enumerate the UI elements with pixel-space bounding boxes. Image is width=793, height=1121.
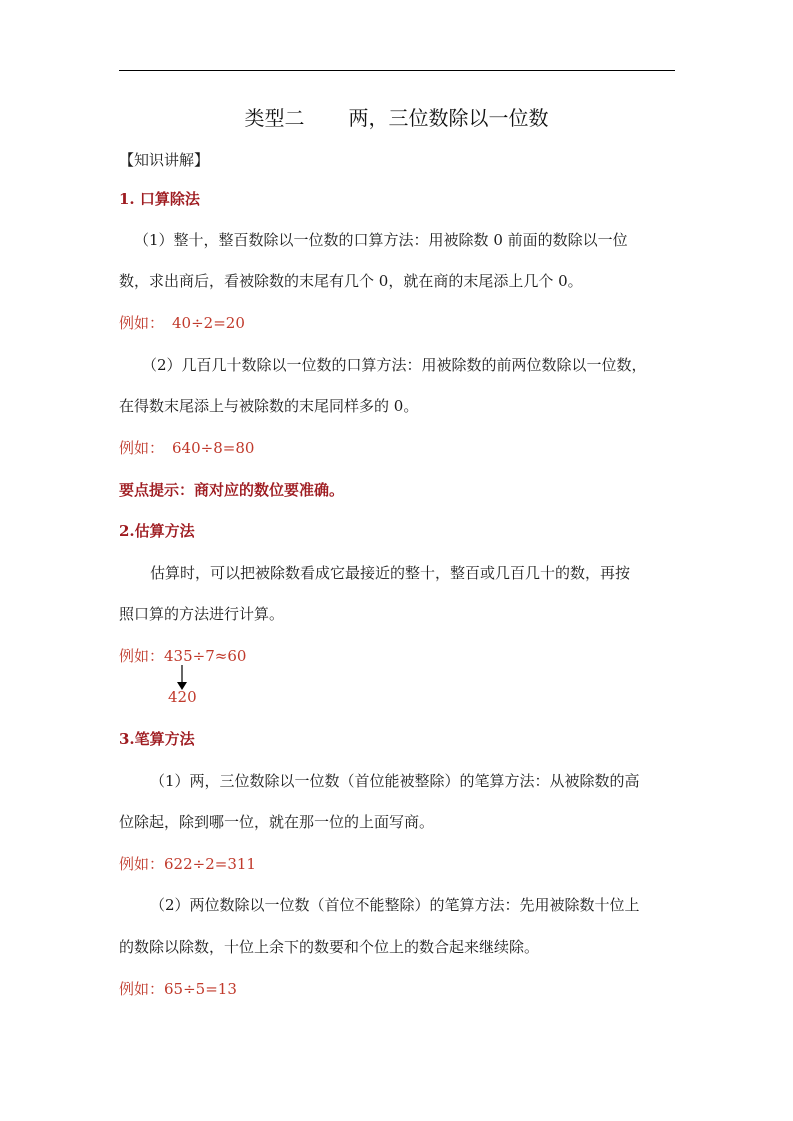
section-3-heading: 3.笔算方法 <box>119 730 195 748</box>
example-label: 例如： <box>119 855 165 873</box>
section-2-paragraph-line-1: 估算时，可以把被除数看成它最接近的整十，整百或几百几十的数，再按 <box>150 564 631 582</box>
section-3-paragraph-2-line-1: （2）两位数除以一位数（首位不能整除）的笔算方法：先用被除数十位上 <box>150 896 640 914</box>
example-value: 65÷5=13 <box>164 980 237 998</box>
section-2-example-approximation: 420 <box>168 688 197 706</box>
section-1-heading: 1. 口算除法 <box>119 190 200 208</box>
section-3-example-1 <box>119 854 256 874</box>
header-rule <box>119 70 675 71</box>
section-3-example-2 <box>119 979 237 999</box>
section-1-paragraph-1-line-1: （1）整十，整百数除以一位数的口算方法：用被除数 0 前面的数除以一位 <box>134 231 628 249</box>
example-label: 例如： <box>119 980 165 998</box>
section-2-example <box>119 646 246 666</box>
example-value: 640÷8=80 <box>172 439 255 457</box>
section-1-example-1 <box>119 313 245 333</box>
section-2-paragraph-line-2: 照口算的方法进行计算。 <box>119 605 285 623</box>
section-1-paragraph-2-line-2: 在得数末尾添上与被除数的末尾同样多的 0。 <box>119 397 419 415</box>
section-3-paragraph-1-line-1: （1）两，三位数除以一位数（首位能被整除）的笔算方法：从被除数的高 <box>150 772 640 790</box>
example-value: 622÷2=311 <box>164 855 256 873</box>
section-3-paragraph-1-line-2: 位除起，除到哪一位，就在那一位的上面写商。 <box>119 813 435 831</box>
section-1-paragraph-1-line-2: 数，求出商后，看被除数的末尾有几个 0，就在商的末尾添上几个 0。 <box>119 272 583 290</box>
page-title <box>0 106 793 130</box>
section-1-example-2 <box>119 438 254 458</box>
title-type: 类型二 <box>244 106 305 130</box>
section-1-tip: 要点提示：商对应的数位要准确。 <box>119 481 345 499</box>
section-2-heading: 2.估算方法 <box>119 522 195 540</box>
section-1-paragraph-2-line-1: （2）几百几十数除以一位数的口算方法：用被除数的前两位数除以一位数， <box>142 356 647 374</box>
knowledge-label: 【知识讲解】 <box>119 151 210 169</box>
title-topic: 两，三位数除以一位数 <box>348 106 549 130</box>
example-label: 例如： <box>119 647 165 665</box>
example-label: 例如： <box>119 314 165 332</box>
section-3-paragraph-2-line-2: 的数除以除数，十位上余下的数要和个位上的数合起来继续除。 <box>119 938 540 956</box>
example-value: 40÷2=20 <box>172 314 245 332</box>
example-value: 435÷7≈60 <box>164 647 247 665</box>
example-label: 例如： <box>119 439 165 457</box>
